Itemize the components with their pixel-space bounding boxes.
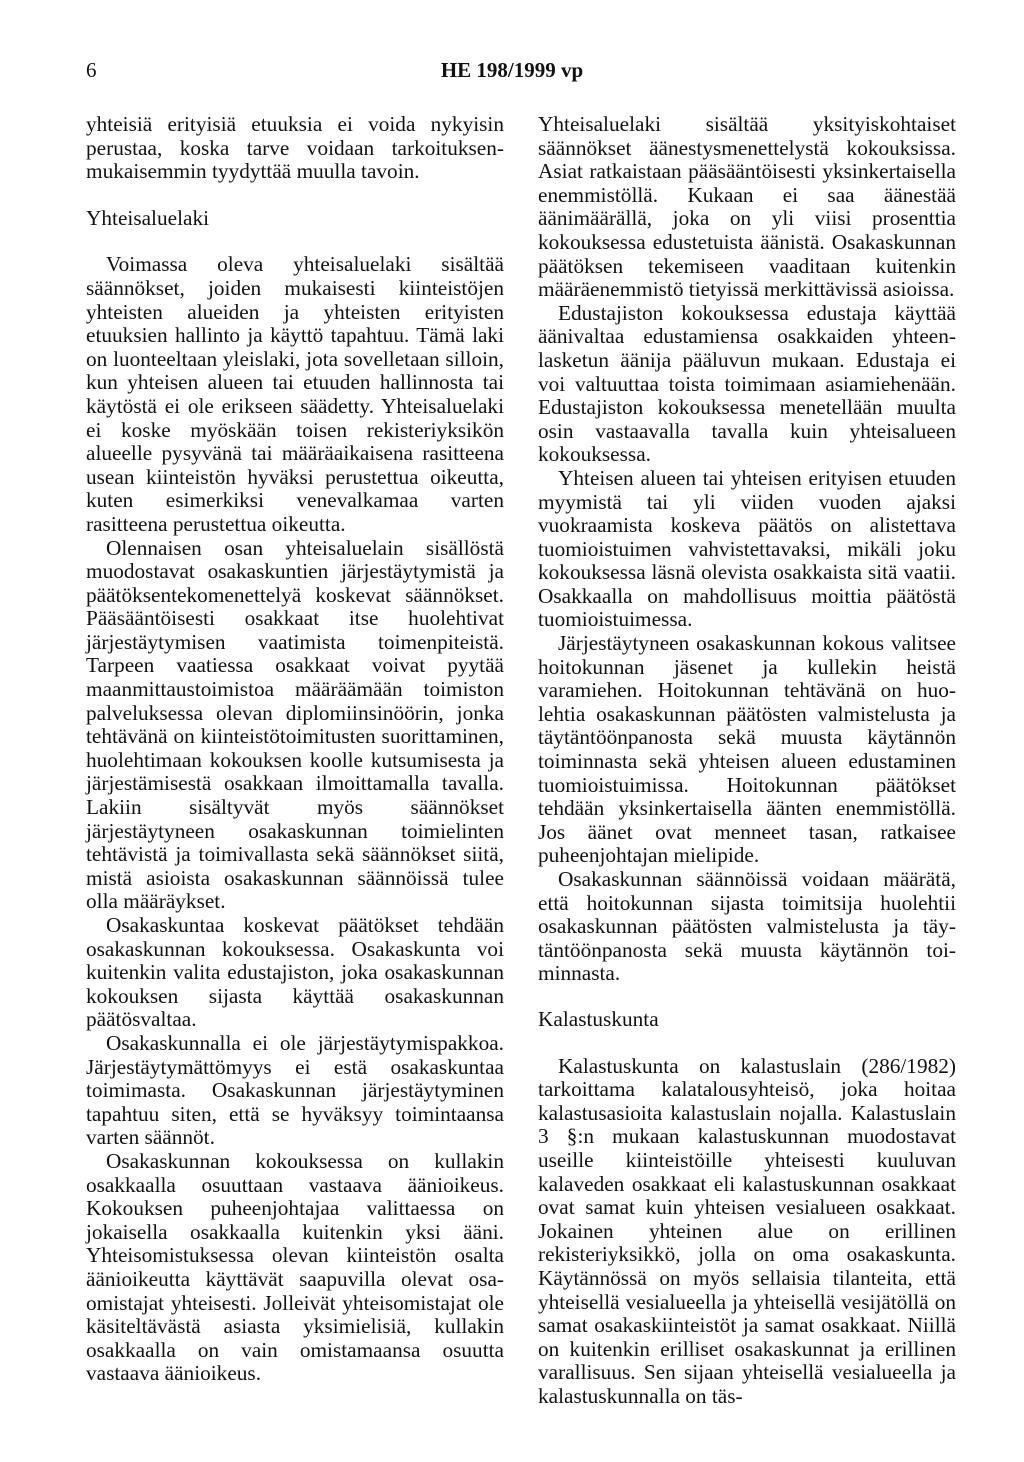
paragraph: Osakaskunnan kokouksessa on kullakin osakkaalla osuuttaan vastaava äänioikeus. Kokouksen puheenjohtajaa valittaessa on jokaisella osakkaalla kuitenkin yksi ääni. Yhteisomistuksessa olevan kiinteistön osalta äänioikeutta käyttävät saapuvilla olevat osaomistajat yhteisesti. Jolleivät yhteisomistajat ole käsiteltävästä asiasta yksimielisiä, kullakin osakkaalla on vain omistamaansa osuutta vastaava äänioikeus. (86, 1148, 504, 1386)
paragraph: Edustajiston kokouksessa edustaja käyttää äänivaltaa edustamiensa osakkaiden yhteenlasketun äänija pääluvun mukaan. Edustaja ei voi valtuuttaa toista toimimaan asiamiehenään. Edustajiston kokouksessa menetellään muulta osin vastaavalla tavalla kuin yhteisalueen kokouksessa. (538, 300, 956, 467)
paragraph: Kalastuskunta on kalastuslain (286/1982) tarkoittama kalatalousyhteisö, joka hoitaa kalastusasioita kalastuslain nojalla. Kalastuslain 3 §:n mukaan kalastuskunnan muodostavat useille kiinteistöille yhteisesti kuuluvan kalaveden osakkaat eli kalastuskunnan osakkaat ovat samat kuin yhteisen vesialueen osakkaat. Jokainen yhteinen alue on erillinen rekisteriyksikkö, jolla on oma osakaskunta. Käytännössä on myös sellaisia tilanteita, että yhteisellä vesialueella ja yhteisellä vesijätöllä on samat osakaskiinteistöt ja samat osakkaat. Niillä on kuitenkin erilliset osakaskunnat ja erillinen varallisuus. Sen sijaan yhteisellä vesialueella ja kalastuskunnalla on täs- (538, 1053, 956, 1408)
paragraph: Järjestäytyneen osakaskunnan kokous valitsee hoitokunnan jäsenet ja kullekin heistä varamiehen. Hoitokunnan tehtävänä on huolehtia osakaskunnan päätösten valmistelusta ja täytäntöönpanosta sekä muusta käytännön toiminnasta sekä yhteisen alueen edustaminen tuomioistuimissa. Hoitokunnan päätökset tehdään yksinkertaisella äänten enemmistöllä. Jos äänet ovat menneet tasan, ratkaisee puheenjohtajan mielipide. (538, 631, 956, 868)
document-id: HE 198/1999 vp (440, 58, 584, 82)
paragraph: Yhteisen alueen tai yhteisen erityisen etuuden myymistä tai yli viiden vuoden ajaksi vuokraamista koskeva päätös on alistettava tuomioistuimen vahvistettavaksi, mikäli joku kokouksessa läsnä olevista osakkaista sitä vaatii. Osakkaalla on mahdollisuus moittia päätöstä tuomioistuimessa. (538, 465, 956, 632)
paragraph: Olennaisen osan yhteisaluelain sisällöstä muodostavat osakaskuntien järjestäytymistä ja päätöksentekomenettelyä koskevat säännökset. Pääsääntöisesti osakkaat itse huolehtivat järjestäytymisen vaatimista toimenpiteistä. Tarpeen vaatiessa osakkaat voivat pyytää maanmittaustoimistoa määräämään toimiston palveluksessa olevan diplomiinsinöörin, jonka tehtävänä on kiinteistötoimitusten suorittaminen, huolehtimaan kokouksen koolle kutsumisesta ja järjestämisestä osakkaan ilmoittamalla tavalla. Lakiin sisältyvät myös säännökset järjestäytyneen osakaskunnan toimielinten tehtävistä ja toimivallasta sekä säännökset siitä, mistä asioista osakaskunnan säännöissä tulee olla määräykset. (86, 535, 504, 914)
section-heading: Kalastuskunta (538, 1006, 659, 1031)
paragraph: yhteisiä erityisiä etuuksia ei voida nykyisin perustaa, koska tarve voidaan tarkoituksenmukaisemmin tyydyttää muulla tavoin. (86, 112, 504, 184)
paragraph: Yhteisaluelaki sisältää yksityiskohtaiset säännökset äänestysmenettelystä kokouksissa. Asiat ratkaistaan pääsääntöisesti yksinkertaisella enemmistöllä. Kukaan ei saa äänestää äänimäärällä, joka on yli viisi prosenttia kokouksessa edustetuista äänistä. Osakaskunnan päätöksen tekemiseen vaaditaan kuitenkin määräenemmistö tietyissä merkittävissä asioissa. (538, 112, 956, 302)
left-column (86, 113, 504, 1386)
right-column (538, 113, 956, 1408)
paragraph: Osakaskunnan säännöissä voidaan määrätä, että hoitokunnan sijasta toimitsija huolehtii osakaskunnan päätösten valmistelusta ja täytäntöönpanosta sekä muusta käytännön toiminnasta. (538, 867, 956, 986)
paragraph: Voimassa oleva yhteisaluelaki sisältää säännökset, joiden mukaisesti kiinteistöjen yhteisten alueiden ja yhteisten erityisten etuuksien hallinto ja käyttö tapahtuu. Tämä laki on luonteeltaan yleislaki, jota sovelletaan silloin, kun yhteisen alueen tai etuuden hallinnosta tai käytöstä ei ole erikseen säädetty. Yhteisaluelaki ei koske myöskään toisen rekisteriyksikön alueelle pysyvänä tai määräaikaisena rasitteena usean kiinteistön hyväksi perustettua oikeutta, kuten esimerkiksi venevalkamaa varten rasitteena perustettua oikeutta. (86, 252, 504, 536)
paragraph: Osakaskuntaa koskevat päätökset tehdään osakaskunnan kokouksessa. Osakaskunta voi kuitenkin valita edustajiston, joka osakaskunnan kokouksen sijasta käyttää osakaskunnan päätösvaltaa. (86, 913, 504, 1032)
paragraph: Osakaskunnalla ei ole järjestäytymispakkoa. Järjestäytymättömyys ei estä osakaskuntaa toimimasta. Osakaskunnan järjestäytyminen tapahtuu siten, että se hyväksyy toimintaansa varten säännöt. (86, 1030, 504, 1150)
page-number: 6 (86, 58, 97, 82)
section-heading: Yhteisaluelaki (86, 205, 210, 230)
